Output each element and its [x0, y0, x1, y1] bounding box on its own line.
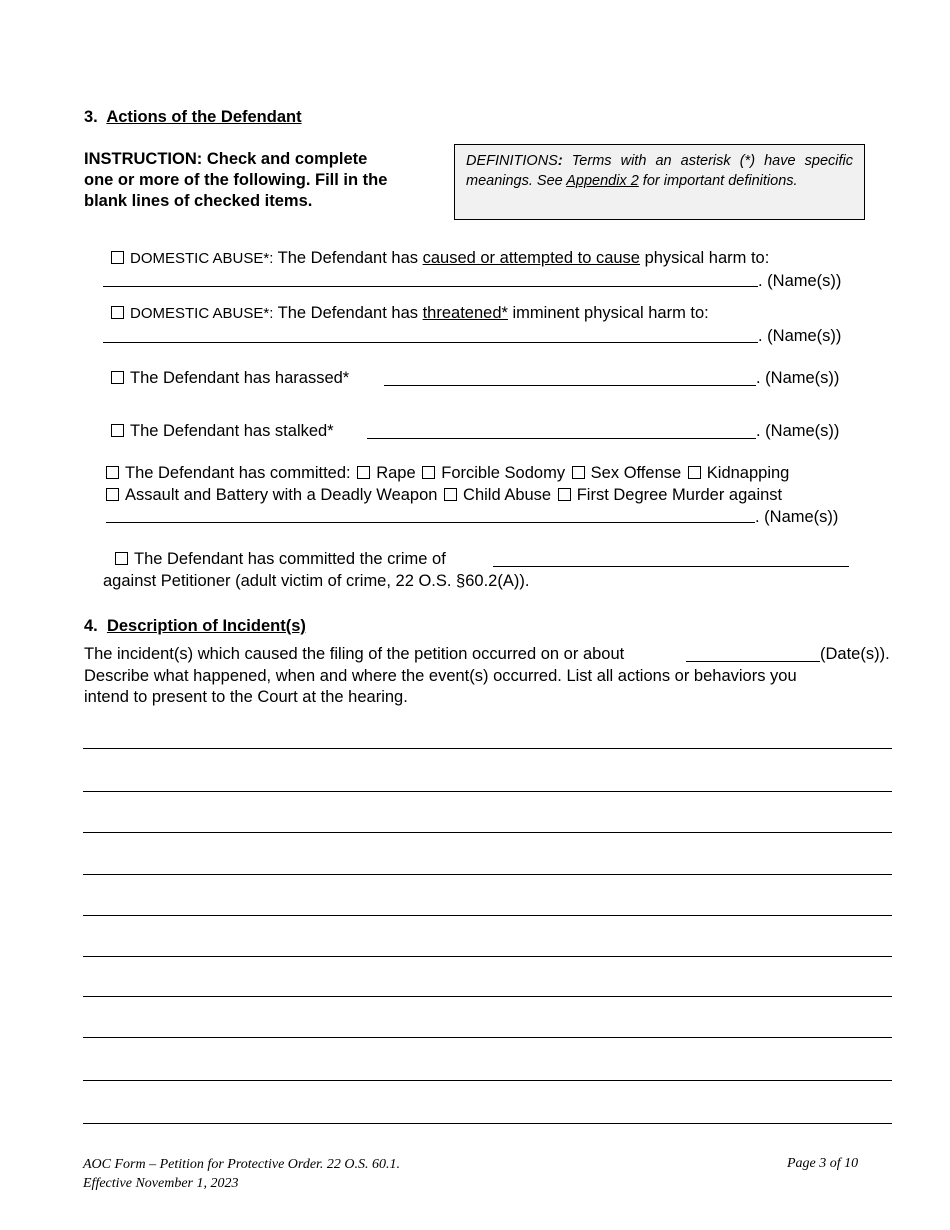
- checkbox-kidnapping[interactable]: [688, 466, 701, 479]
- item4-suffix: . (Name(s)): [756, 422, 840, 440]
- item3-suffix: . (Name(s)): [756, 369, 840, 387]
- checkbox-rape[interactable]: [357, 466, 370, 479]
- description-line[interactable]: [83, 1123, 892, 1124]
- instruction-line-2: one or more of the following. Fill in the: [84, 171, 388, 189]
- section-4-heading: [84, 616, 306, 637]
- incident-date-line[interactable]: [686, 661, 820, 662]
- opt-sex-label: Sex Offense: [590, 464, 682, 482]
- definitions-box: [454, 144, 865, 220]
- instruction-line-1: INSTRUCTION: Check and complete: [84, 150, 368, 168]
- item-committed: [106, 463, 789, 484]
- section-3-heading: [84, 107, 302, 128]
- instruction-text: [84, 149, 387, 212]
- description-line[interactable]: [83, 874, 892, 875]
- definitions-text-2: for important definitions.: [638, 173, 798, 189]
- item6-text: The Defendant has committed the crime of: [134, 550, 446, 568]
- item5-suffix: . (Name(s)): [755, 508, 839, 526]
- checkbox-harassed[interactable]: [111, 371, 124, 384]
- item3-text: The Defendant has harassed*: [130, 369, 350, 387]
- item2-tail: imminent physical harm to:: [507, 304, 709, 322]
- description-line[interactable]: [83, 748, 892, 749]
- section-4-number: 4.: [84, 617, 98, 635]
- checkbox-sex-offense[interactable]: [572, 466, 585, 479]
- instruction-line-3: blank lines of checked items.: [84, 192, 313, 210]
- item-stalked: [111, 421, 334, 442]
- item1-name-line[interactable]: [103, 286, 758, 287]
- page-number: Page 3 of 10: [787, 1156, 859, 1171]
- section4-line1: [84, 644, 624, 665]
- opt-assault-label: Assault and Battery with a Deadly Weapon: [125, 486, 438, 504]
- footer-effective-date: Effective November 1, 2023: [83, 1176, 239, 1191]
- section4-line3: intend to present to the Court at the hearing.: [84, 688, 408, 706]
- description-line[interactable]: [83, 1037, 892, 1038]
- item5-name-line[interactable]: [106, 522, 755, 523]
- item-domestic-abuse-harm: [111, 248, 899, 269]
- item1-text: The Defendant has: [273, 249, 423, 267]
- opt-kidnap-label: Kidnapping: [706, 464, 790, 482]
- item1-underline: caused or attempted to cause: [422, 249, 640, 267]
- item1-tail: physical harm to:: [639, 249, 770, 267]
- definitions-colon: :: [557, 153, 563, 169]
- item1-suffix: . (Name(s)): [758, 272, 842, 290]
- checkbox-stalked[interactable]: [111, 424, 124, 437]
- opt-rape-label: Rape: [376, 464, 416, 482]
- description-line[interactable]: [83, 832, 892, 833]
- opt-murder-label: First Degree Murder against: [576, 486, 783, 504]
- item2-text: The Defendant has: [273, 304, 423, 322]
- opt-sodomy-label: Forcible Sodomy: [441, 464, 566, 482]
- item4-name-line[interactable]: [367, 438, 756, 439]
- item-crime: [115, 549, 446, 570]
- section4-line1a: The incident(s) which caused the filing of the petition occurred on or about: [84, 645, 625, 663]
- opt-child-label: Child Abuse: [463, 486, 552, 504]
- item6-crime-line[interactable]: [493, 566, 849, 567]
- definitions-label: DEFINITIONS: [466, 153, 558, 169]
- description-line[interactable]: [83, 1080, 892, 1081]
- item2-underline: threatened*: [422, 304, 508, 322]
- appendix-link[interactable]: Appendix 2: [566, 173, 639, 189]
- description-line[interactable]: [83, 996, 892, 997]
- description-line[interactable]: [83, 956, 892, 957]
- footer-left: [83, 1155, 400, 1193]
- footer-form-name: AOC Form – Petition for Protective Order. 22 O.S. 60.1.: [83, 1157, 401, 1172]
- checkbox-crime[interactable]: [115, 552, 128, 565]
- item4-text: The Defendant has stalked*: [130, 422, 334, 440]
- item-committed-line2: [106, 485, 782, 506]
- description-line[interactable]: [83, 791, 892, 792]
- checkbox-domestic-abuse-harm[interactable]: [111, 251, 124, 264]
- checkbox-assault-battery[interactable]: [106, 488, 119, 501]
- section-3-number: 3.: [84, 108, 98, 126]
- checkbox-first-degree-murder[interactable]: [558, 488, 571, 501]
- section-3-title: Actions of the Defendant: [106, 108, 302, 126]
- item6-line2: against Petitioner (adult victim of crime, 22 O.S. §60.2(A)).: [103, 572, 530, 590]
- item3-name-line[interactable]: [384, 385, 756, 386]
- definitions-text-1: Terms with an asterisk (*) have specific meanings. See: [466, 153, 853, 189]
- item1-label: DOMESTIC ABUSE*:: [130, 250, 274, 267]
- item-domestic-abuse-threat: [111, 303, 709, 324]
- item-harassed: [111, 368, 349, 389]
- section-4-title: Description of Incident(s): [106, 617, 306, 635]
- item2-name-line[interactable]: [103, 342, 758, 343]
- item5-text: The Defendant has committed:: [125, 464, 351, 482]
- section4-line2: Describe what happened, when and where the event(s) occurred. List all actions or behaviors you: [84, 667, 797, 685]
- section4-line1b: (Date(s)).: [820, 645, 890, 663]
- checkbox-child-abuse[interactable]: [444, 488, 457, 501]
- checkbox-domestic-abuse-threat[interactable]: [111, 306, 124, 319]
- item2-label: DOMESTIC ABUSE*:: [130, 305, 274, 322]
- item2-suffix: . (Name(s)): [758, 327, 842, 345]
- description-line[interactable]: [83, 915, 892, 916]
- checkbox-committed[interactable]: [106, 466, 119, 479]
- checkbox-forcible-sodomy[interactable]: [422, 466, 435, 479]
